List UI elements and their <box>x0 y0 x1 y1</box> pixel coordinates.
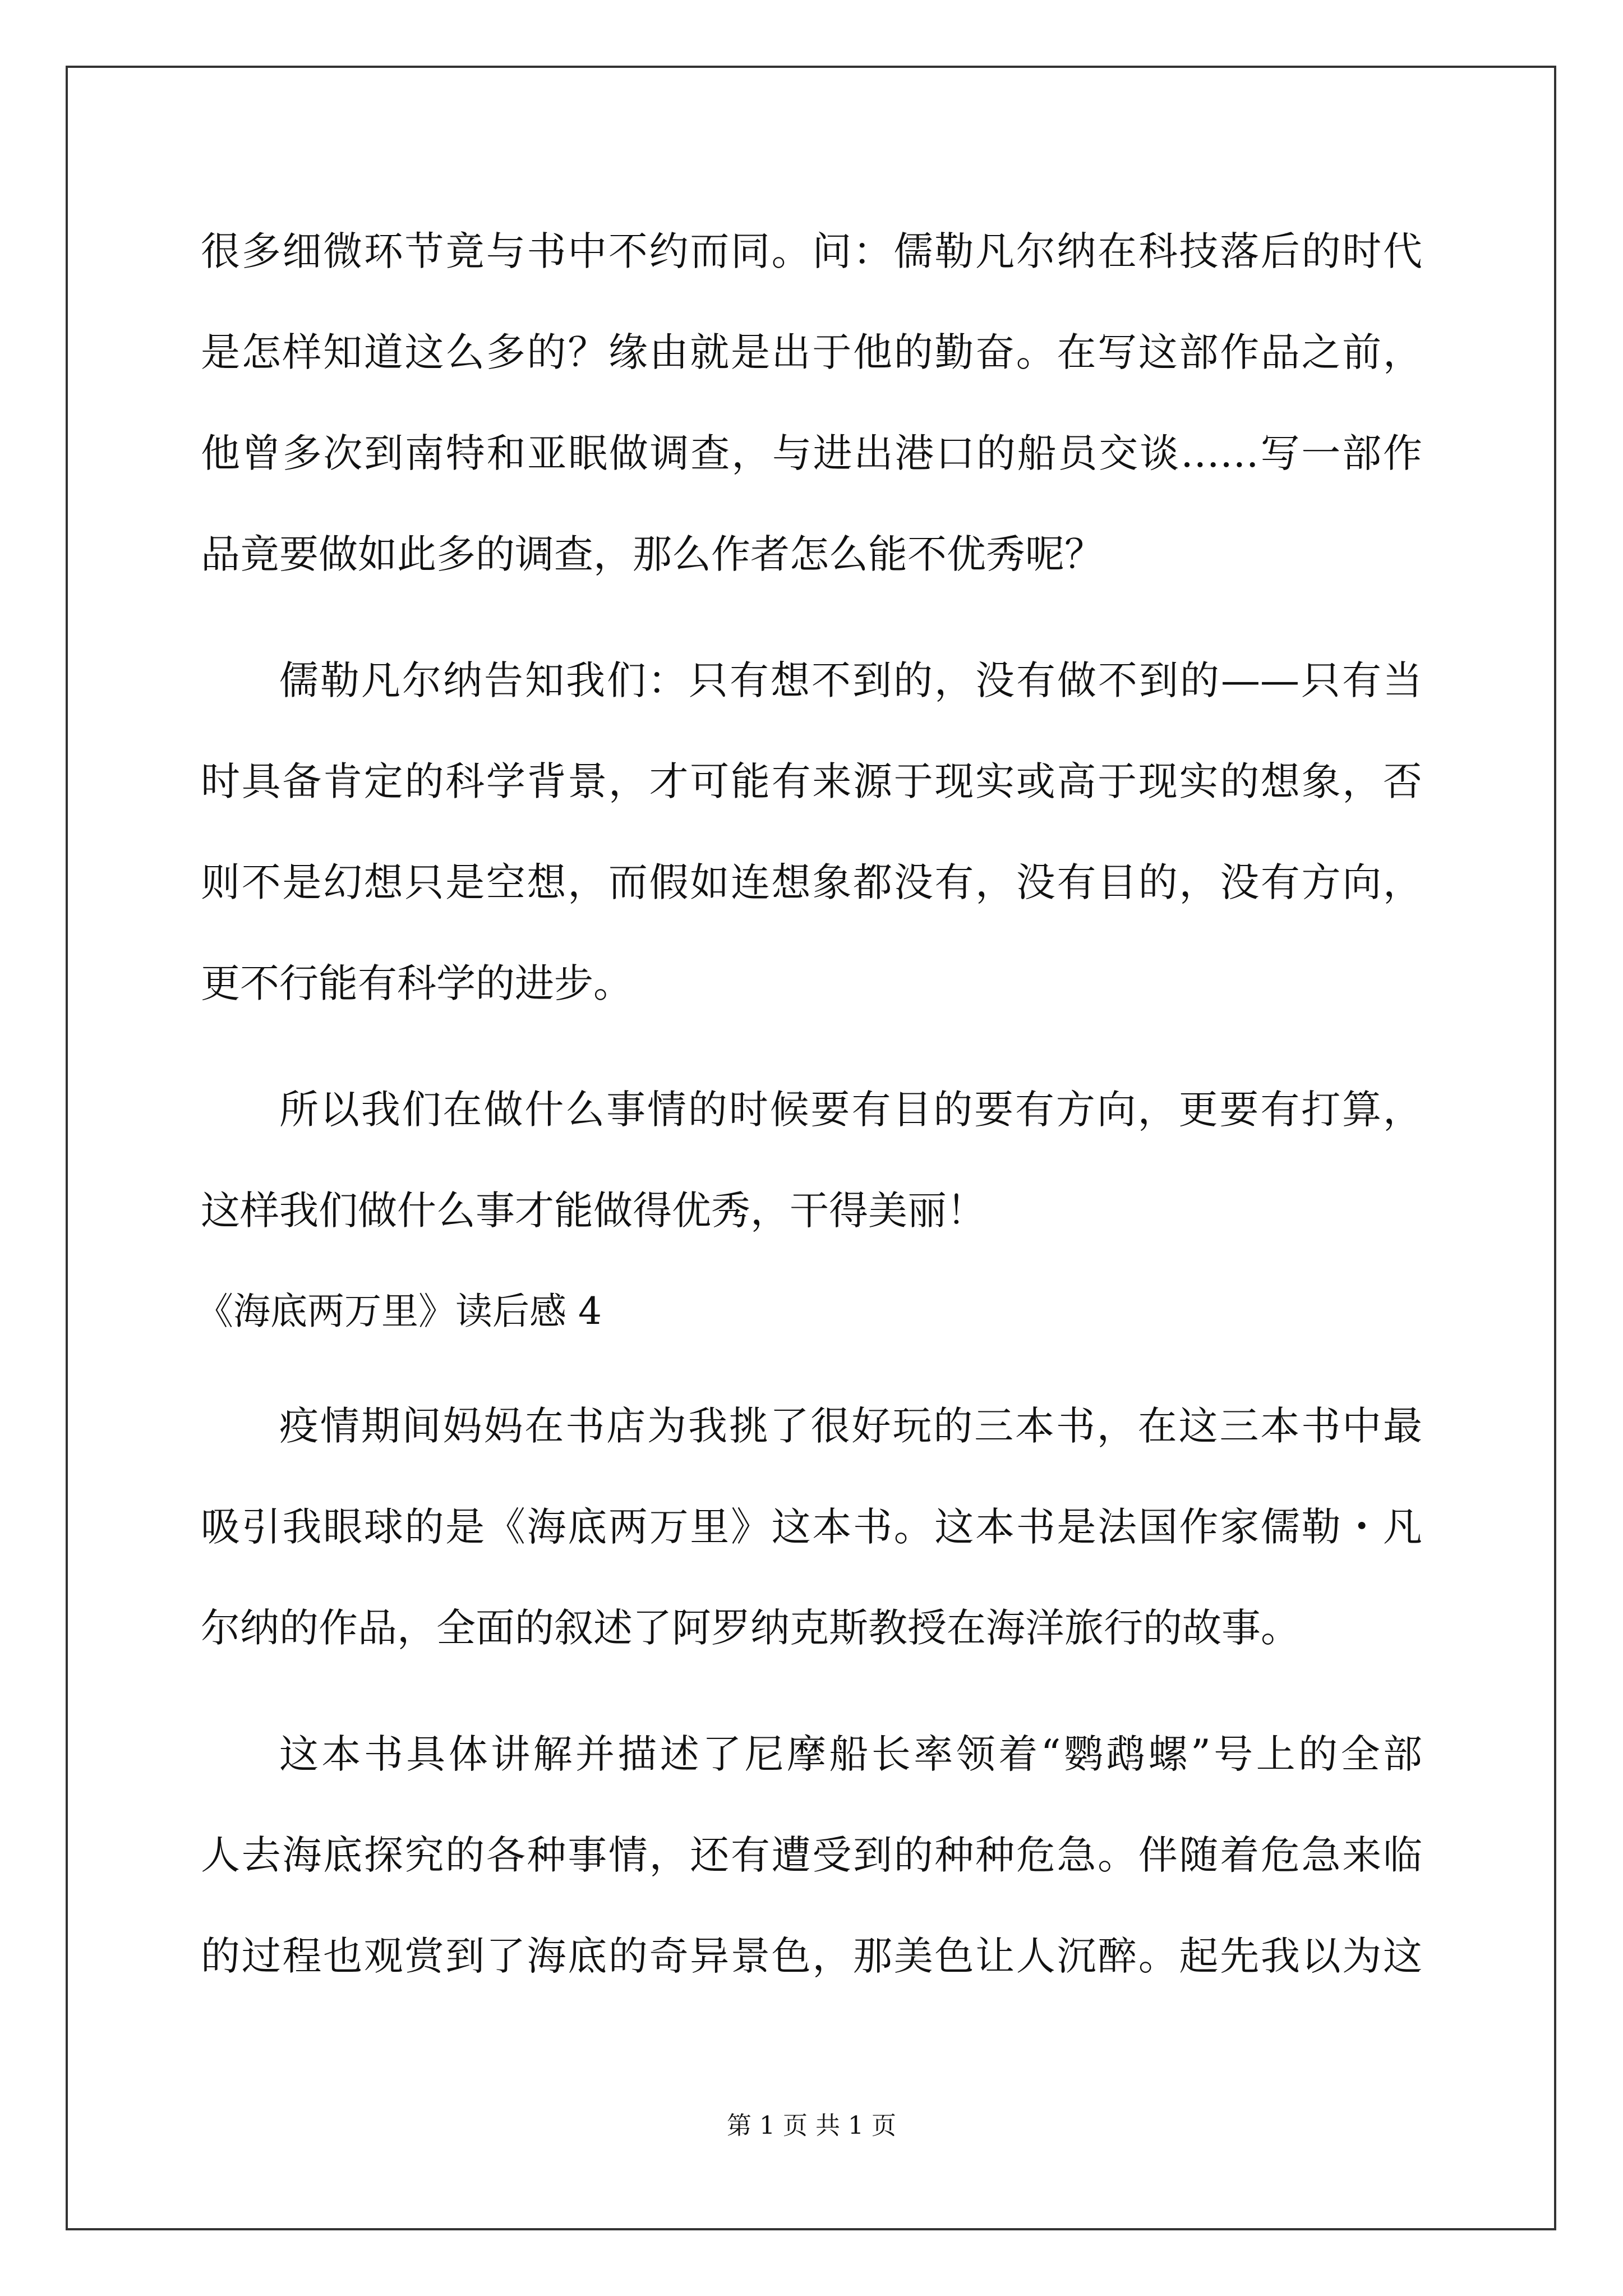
text-line-17: 的过程也观赏到了海底的奇异景色，那美色让人沉醉。起先我以为这 <box>201 1933 1422 1979</box>
text-line-7: 则不是幻想只是空想，而假如连想象都没有，没有目的，没有方向， <box>201 859 1422 905</box>
text-line-1: 很多细微环节竟与书中不约而同。问：儒勒凡尔纳在科技落后的时代 <box>201 228 1422 274</box>
page-footer: 第 1 页 共 1 页 <box>727 2111 896 2140</box>
text-line-13: 吸引我眼球的是《海底两万里》这本书。这本书是法国作家儒勒・凡 <box>201 1504 1422 1550</box>
section-heading: 《海底两万里》读后感 4 <box>196 1290 602 1333</box>
text-line-16: 人去海底探究的各种事情，还有遭受到的种种危急。伴随着危急来临 <box>201 1832 1422 1878</box>
text-line-4: 品竟要做如此多的调查，那么作者怎么能不优秀呢？ <box>201 531 1104 577</box>
page-border <box>66 66 1556 2230</box>
text-line-3: 他曾多次到南特和亚眠做调查，与进出港口的船员交谈……写一部作 <box>201 430 1422 476</box>
text-line-12: 疫情期间妈妈在书店为我挑了很好玩的三本书，在这三本书中最 <box>279 1403 1422 1449</box>
text-line-5: 儒勒凡尔纳告知我们：只有想不到的，没有做不到的——只有当 <box>279 657 1422 703</box>
text-line-10: 这样我们做什么事才能做得优秀，干得美丽！ <box>201 1188 986 1234</box>
text-line-14: 尔纳的作品，全面的叙述了阿罗纳克斯教授在海洋旅行的故事。 <box>201 1605 1300 1651</box>
text-line-15: 这本书具体讲解并描述了尼摩船长率领着“鹦鹉螺”号上的全部 <box>279 1731 1422 1777</box>
text-line-9: 所以我们在做什么事情的时候要有目的要有方向，更要有打算， <box>279 1087 1422 1133</box>
text-line-2: 是怎样知道这么多的？缘由就是出于他的勤奋。在写这部作品之前， <box>201 329 1422 375</box>
text-line-6: 时具备肯定的科学背景，才可能有来源于现实或高于现实的想象，否 <box>201 758 1422 804</box>
text-line-8: 更不行能有科学的进步。 <box>201 960 633 1006</box>
